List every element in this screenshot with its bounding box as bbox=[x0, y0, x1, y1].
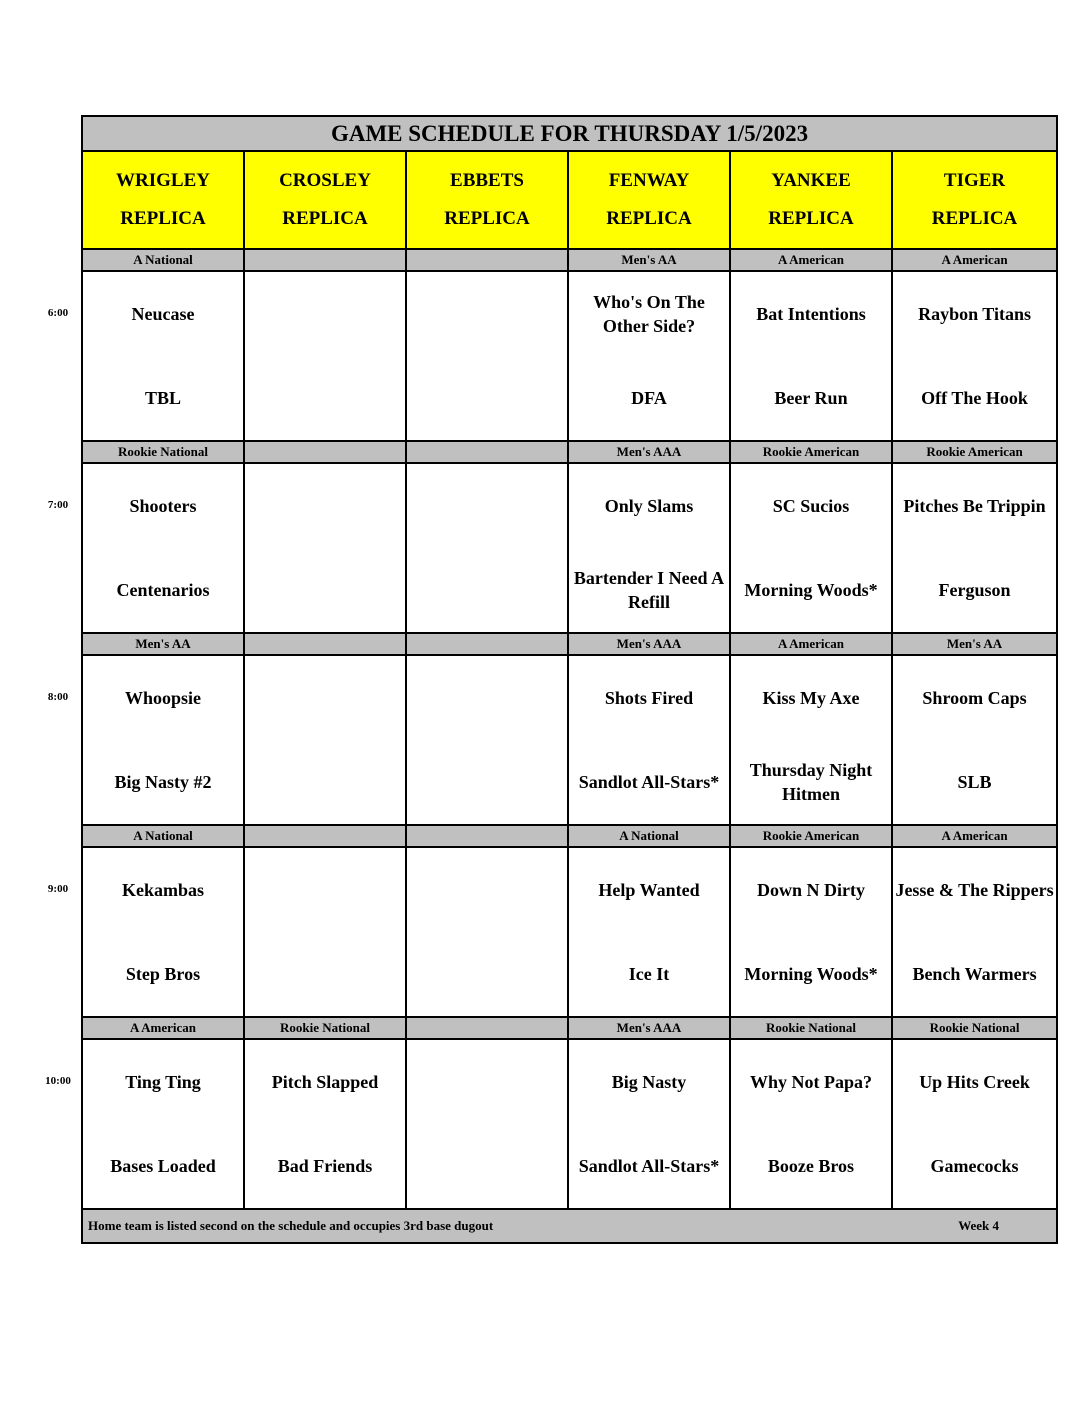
game-row bbox=[82, 655, 1057, 825]
division-label: A American bbox=[892, 249, 1057, 271]
game-row bbox=[82, 1039, 1057, 1209]
game-cell bbox=[82, 271, 244, 441]
division-row bbox=[82, 1017, 1057, 1039]
division-label: Rookie National bbox=[730, 1017, 892, 1039]
away-team: Only Slams bbox=[604, 496, 694, 516]
division-label bbox=[406, 441, 568, 463]
game-cell bbox=[730, 847, 892, 1017]
home-team: Ice It bbox=[628, 964, 670, 984]
game-cell bbox=[82, 847, 244, 1017]
venue-subtitle: REPLICA bbox=[120, 208, 206, 229]
week-label: Week 4 bbox=[958, 1218, 1000, 1233]
time-label: 9:00 bbox=[47, 883, 69, 895]
venue-name: CROSLEY bbox=[279, 170, 371, 191]
game-cell bbox=[406, 847, 568, 1017]
division-label: Men's AA bbox=[82, 633, 244, 655]
venue-name: EBBETS bbox=[450, 170, 524, 191]
game-cell bbox=[244, 271, 406, 441]
game-cell bbox=[244, 1039, 406, 1209]
away-team: Pitches Be Trippin bbox=[903, 496, 1046, 516]
game-cell bbox=[82, 463, 244, 633]
venue-header bbox=[406, 151, 568, 249]
division-label bbox=[244, 441, 406, 463]
division-label bbox=[406, 633, 568, 655]
game-cell bbox=[892, 847, 1057, 1017]
venue-subtitle: REPLICA bbox=[282, 208, 368, 229]
game-cell bbox=[244, 847, 406, 1017]
venue-header bbox=[730, 151, 892, 249]
division-label: Men's AA bbox=[568, 249, 730, 271]
division-label bbox=[406, 825, 568, 847]
away-team: Who's On The Other Side? bbox=[593, 292, 705, 336]
away-team: Shots Fired bbox=[604, 688, 694, 708]
away-team: Ting Ting bbox=[125, 1072, 201, 1092]
time-label: 8:00 bbox=[47, 691, 69, 703]
division-label: A National bbox=[82, 249, 244, 271]
game-row bbox=[82, 271, 1057, 441]
game-cell bbox=[406, 271, 568, 441]
time-label: 7:00 bbox=[47, 499, 69, 511]
venue-name: YANKEE bbox=[771, 170, 851, 191]
division-label: A National bbox=[82, 825, 244, 847]
home-team: Big Nasty #2 bbox=[114, 772, 212, 792]
away-team: SC Sucios bbox=[772, 496, 850, 516]
home-team: TBL bbox=[144, 388, 182, 408]
away-team: Help Wanted bbox=[598, 880, 700, 900]
footer bbox=[82, 1209, 1057, 1243]
time-label: 10:00 bbox=[45, 1075, 71, 1087]
venue-header bbox=[82, 151, 244, 249]
home-team: Bartender I Need A Refill bbox=[573, 568, 725, 612]
venue-subtitle: REPLICA bbox=[606, 208, 692, 229]
home-team: Sandlot All-Stars* bbox=[578, 772, 720, 792]
venue-subtitle: REPLICA bbox=[768, 208, 854, 229]
home-team: SLB bbox=[957, 772, 992, 792]
away-team: Shooters bbox=[129, 496, 197, 516]
division-label: A American bbox=[82, 1017, 244, 1039]
home-team: Bad Friends bbox=[277, 1156, 373, 1176]
division-row bbox=[82, 825, 1057, 847]
game-cell bbox=[244, 655, 406, 825]
away-team: Whoopsie bbox=[124, 688, 202, 708]
schedule-table bbox=[81, 115, 1058, 1244]
home-team: Sandlot All-Stars* bbox=[578, 1156, 720, 1176]
game-cell bbox=[406, 1039, 568, 1209]
away-team: Big Nasty bbox=[611, 1072, 687, 1092]
game-row bbox=[82, 463, 1057, 633]
venue-header bbox=[892, 151, 1057, 249]
game-cell bbox=[406, 463, 568, 633]
game-cell bbox=[568, 463, 730, 633]
home-team: Off The Hook bbox=[921, 388, 1028, 408]
game-cell bbox=[568, 271, 730, 441]
home-team: Centenarios bbox=[116, 580, 210, 600]
game-cell bbox=[730, 463, 892, 633]
home-team: DFA bbox=[631, 388, 667, 408]
division-row bbox=[82, 633, 1057, 655]
game-cell bbox=[730, 1039, 892, 1209]
venue-header bbox=[244, 151, 406, 249]
game-cell bbox=[82, 655, 244, 825]
game-cell bbox=[244, 463, 406, 633]
game-cell bbox=[82, 1039, 244, 1209]
away-team: Raybon Titans bbox=[918, 304, 1031, 324]
home-team: Beer Run bbox=[774, 388, 848, 408]
game-cell bbox=[730, 655, 892, 825]
division-label: Men's AAA bbox=[568, 1017, 730, 1039]
footer-note: Home team is listed second on the schedule and occupies 3rd base dugout bbox=[88, 1218, 494, 1233]
home-team: Morning Woods* bbox=[744, 580, 878, 600]
division-label: Men's AA bbox=[892, 633, 1057, 655]
division-label: Rookie National bbox=[892, 1017, 1057, 1039]
away-team: Kiss My Axe bbox=[762, 688, 860, 708]
away-team: Neucase bbox=[131, 304, 195, 324]
division-label bbox=[406, 249, 568, 271]
division-label bbox=[244, 825, 406, 847]
game-cell bbox=[892, 463, 1057, 633]
division-label: Men's AAA bbox=[568, 441, 730, 463]
game-cell bbox=[892, 1039, 1057, 1209]
away-team: Kekambas bbox=[121, 880, 204, 900]
division-label: Rookie American bbox=[892, 441, 1057, 463]
division-label: Men's AAA bbox=[568, 633, 730, 655]
venue-name: FENWAY bbox=[608, 170, 690, 191]
away-team: Shroom Caps bbox=[922, 688, 1027, 708]
game-cell bbox=[892, 271, 1057, 441]
division-label bbox=[244, 249, 406, 271]
division-row bbox=[82, 249, 1057, 271]
home-team: Bench Warmers bbox=[912, 964, 1037, 984]
game-cell bbox=[892, 655, 1057, 825]
away-team: Why Not Papa? bbox=[749, 1072, 872, 1092]
away-team: Bat Intentions bbox=[756, 304, 866, 324]
division-label: A American bbox=[892, 825, 1057, 847]
division-label: A National bbox=[568, 825, 730, 847]
game-cell bbox=[730, 271, 892, 441]
division-label: A American bbox=[730, 633, 892, 655]
home-team: Step Bros bbox=[125, 964, 201, 984]
home-team: Thursday Night Hitmen bbox=[749, 760, 873, 804]
home-team: Gamecocks bbox=[930, 1156, 1019, 1176]
division-label bbox=[244, 633, 406, 655]
venue-header bbox=[568, 151, 730, 249]
venue-subtitle: REPLICA bbox=[444, 208, 530, 229]
division-label: Rookie American bbox=[730, 825, 892, 847]
division-label bbox=[406, 1017, 568, 1039]
away-team: Pitch Slapped bbox=[271, 1072, 379, 1092]
division-label: Rookie National bbox=[244, 1017, 406, 1039]
venue-subtitle: REPLICA bbox=[931, 208, 1018, 229]
time-label: 6:00 bbox=[47, 307, 69, 319]
venue-name: TIGER bbox=[943, 170, 1006, 191]
division-row bbox=[82, 441, 1057, 463]
venue-name: WRIGLEY bbox=[116, 170, 210, 191]
away-team: Jesse & The Rippers bbox=[895, 880, 1054, 900]
schedule-title: GAME SCHEDULE FOR THURSDAY 1/5/2023 bbox=[82, 116, 1057, 151]
away-team: Down N Dirty bbox=[757, 880, 865, 900]
away-team: Up Hits Creek bbox=[919, 1072, 1030, 1092]
home-team: Ferguson bbox=[938, 580, 1011, 600]
home-team: Morning Woods* bbox=[744, 964, 878, 984]
game-cell bbox=[568, 1039, 730, 1209]
game-cell bbox=[406, 655, 568, 825]
game-cell bbox=[568, 655, 730, 825]
game-cell bbox=[568, 847, 730, 1017]
division-label: Rookie American bbox=[730, 441, 892, 463]
home-team: Booze Bros bbox=[767, 1156, 855, 1176]
division-label: Rookie National bbox=[82, 441, 244, 463]
division-label: A American bbox=[730, 249, 892, 271]
home-team: Bases Loaded bbox=[110, 1156, 216, 1176]
game-row bbox=[82, 847, 1057, 1017]
